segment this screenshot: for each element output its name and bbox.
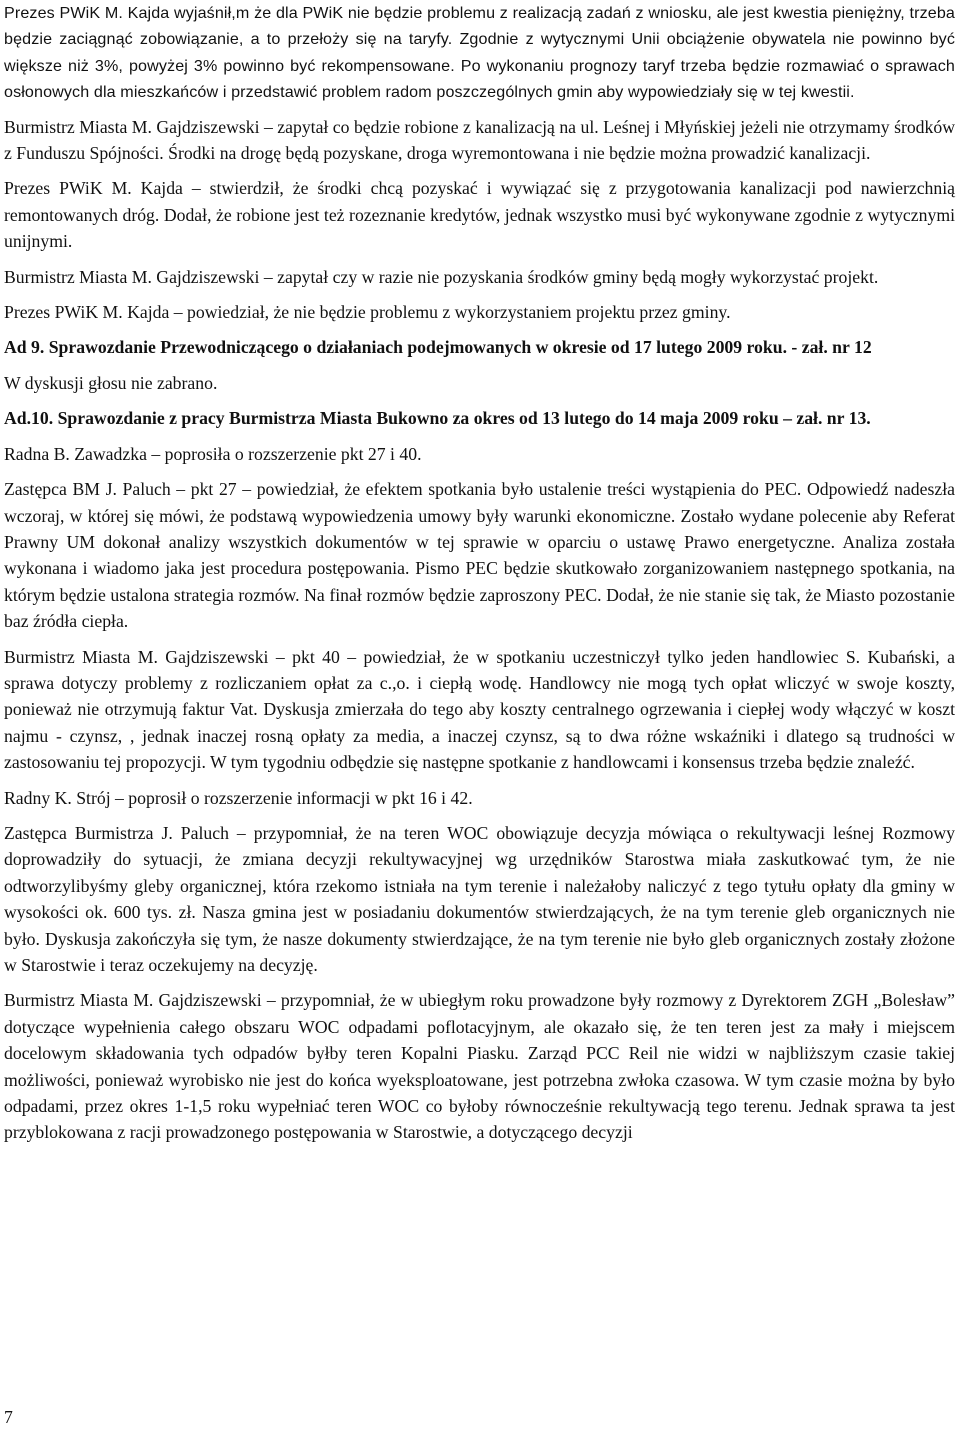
- paragraph-radna-zawadzka: Radna B. Zawadzka – poprosiła o rozszerzenie pkt 27 i 40.: [4, 443, 422, 464]
- page-number: 7: [4, 1407, 13, 1427]
- paragraph-radny-stroj: Radny K. Strój – poprosił o rozszerzenie informacji w pkt 16 i 42.: [4, 787, 473, 808]
- paragraph-dyskusja: W dyskusji głosu nie zabrano.: [4, 372, 218, 393]
- paragraph-burmistrz-boleslaw: Burmistrz Miasta M. Gajdziszewski – przypomniał, że w ubiegłym roku prowadzone były rozmowy z Dyrektorem ZGH „Bolesław” dotyczące wypełnienia całego obszaru WOC odpadami poflotacyjnym, ale okazało się, że ten teren jest za mały i miejscem docelowym składowania tych odpadów byłby teren Kopalni Piasku. Zarząd PCC Reil nie widzi w najbliższym czasie takiej możliwości, ponieważ wyrobisko nie jest do końca wyeksploatowane, jest potrzebna zwłoka czasowa. W tym czasie można by było odpadami, przez okres 1-1,5 roku wypełniać teren WOC co byłoby równocześnie rekultywacją tego terenu. Jednak sprawa ta jest przyblokowana z racji prowadzonego postępowania w Starostwie, a dotyczącego decyzji: [4, 990, 955, 1143]
- paragraph-pwik-srodki: Prezes PWiK M. Kajda – stwierdził, że środki chcą pozyskać i wywiązać się z przygotowania kanalizacji pod nawierzchnią remontowanych dróg. Dodał, że robione jest też rozeznanie kredytów, jednak wszystko musi być wykonywane zgodnie z wytycznymi unijnymi.: [4, 178, 955, 252]
- paragraph-pwik-intro: Prezes PWiK M. Kajda wyjaśnił,m że dla PWiK nie będzie problemu z realizacją zadań z wniosku, ale jest kwestia pieniężny, trzeba będzie zaciągnąć zobowiązanie, a to przełoży się na taryfy. Zgodnie z wytycznymi Unii obciążenie obywatela nie powinno być większe niż 3%, powyżej 3% powinno być rekompensowane. Po wykonaniu prognozy taryf trzeba będzie rozmawiać o sprawach osłonowych dla mieszkańców i przedstawić problem radom poszczególnych gmin aby wypowiedziały się w tej kwestii.: [4, 4, 955, 102]
- paragraph-zastepca-woc: Zastępca Burmistrza J. Paluch – przypomniał, że na teren WOC obowiązuje decyzja mówiąca o rekultywacji leśnej Rozmowy doprowadziły do sytuacji, że zmiana decyzji rekultywacyjnej wg urzędników Starostwa miała zaskutkować tym, że nie odtworzylibyśmy gleby organicznej, która rzekomo istniała na tym terenie i należałoby naliczyć z tego tytułu opłaty dla gminy w wysokości ok. 600 tys. zł. Nasza gmina jest w posiadaniu dokumentów stwierdzających, że na tym terenie gleb organicznych nie było. Dyskusja zakończyła się tym, że nasze dokumenty stwierdzające, że na tym terenie nie było gleb organicznych zostały złożone w Starostwie i teraz oczekujemy na decyzję.: [4, 822, 955, 975]
- paragraph-zastepca-pkt27: Zastępca BM J. Paluch – pkt 27 – powiedział, że efektem spotkania było ustalenie treści wystąpienia do PEC. Odpowiedź nadeszła wczoraj, w której się mówi, że podstawą wypowiedzenia umowy były warunki ekonomiczne. Zostało wydane polecenie aby Referat Prawny UM dokonał analizy wszystkich dokumentów w tej sprawie w oparciu o ustawę Prawo energetyczne. Analiza została wykonana i wiadomo jaka jest procedura postępowania. Pismo PEC będzie skutkowało zorganizowaniem następnego spotkania, na którym będzie ustalona strategia rozmów. Na finał rozmów będzie zaproszony PEC. Dodał, że nie stanie się tak, że Miasto pozostanie baz źródła ciepła.: [4, 479, 955, 632]
- document-page: [4, 0, 955, 1146]
- paragraph-burmistrz-kanalizacja: Burmistrz Miasta M. Gajdziszewski – zapytał co będzie robione z kanalizacją na ul. Leśnej i Młyńskiej jeżeli nie otrzymamy środków z Funduszu Spójności. Środki na drogę będą pozyskane, droga wyremontowana i nie będzie można prowadzić kanalizacji.: [4, 116, 955, 164]
- paragraph-burmistrz-pkt40: Burmistrz Miasta M. Gajdziszewski – pkt 40 – powiedział, że w spotkaniu uczestniczył tylko jeden handlowiec S. Kubański, a sprawa dotyczy problemy z rozliczaniem opłat za c.,o. i ciepłą wodę. Handlowcy nie mogą tych opłat wliczyć w swoje koszty, ponieważ nie otrzymują faktur Vat. Dyskusja zmierzała do tego aby koszty centralnego ogrzewania i ciepłej wody włączyć w koszt najmu - czynsz, , jednak inaczej rosną opłaty za media, a inaczej czynsz, są to dwa różne wskaźniki i dlatego są trudności w zastosowaniu tej propozycji. W tym tygodniu odbędzie się następne spotkanie z handlowcami i konsensus trzeba będzie znaleźć.: [4, 646, 955, 773]
- heading-ad-10: Ad.10. Sprawozdanie z pracy Burmistrza Miasta Bukowno za okres od 13 lutego do 14 maja 2009 roku – zał. nr 13.: [4, 408, 871, 429]
- paragraph-pwik-gminy: Prezes PWiK M. Kajda – powiedział, że nie będzie problemu z wykorzystaniem projektu przez gminy.: [4, 302, 731, 323]
- heading-ad-9: Ad 9. Sprawozdanie Przewodniczącego o działaniach podejmowanych w okresie od 17 lutego 2009 roku. - zał. nr 12: [4, 337, 872, 358]
- paragraph-burmistrz-projekt: Burmistrz Miasta M. Gajdziszewski – zapytał czy w razie nie pozyskania środków gminy będą mogły wykorzystać projekt.: [4, 266, 879, 287]
